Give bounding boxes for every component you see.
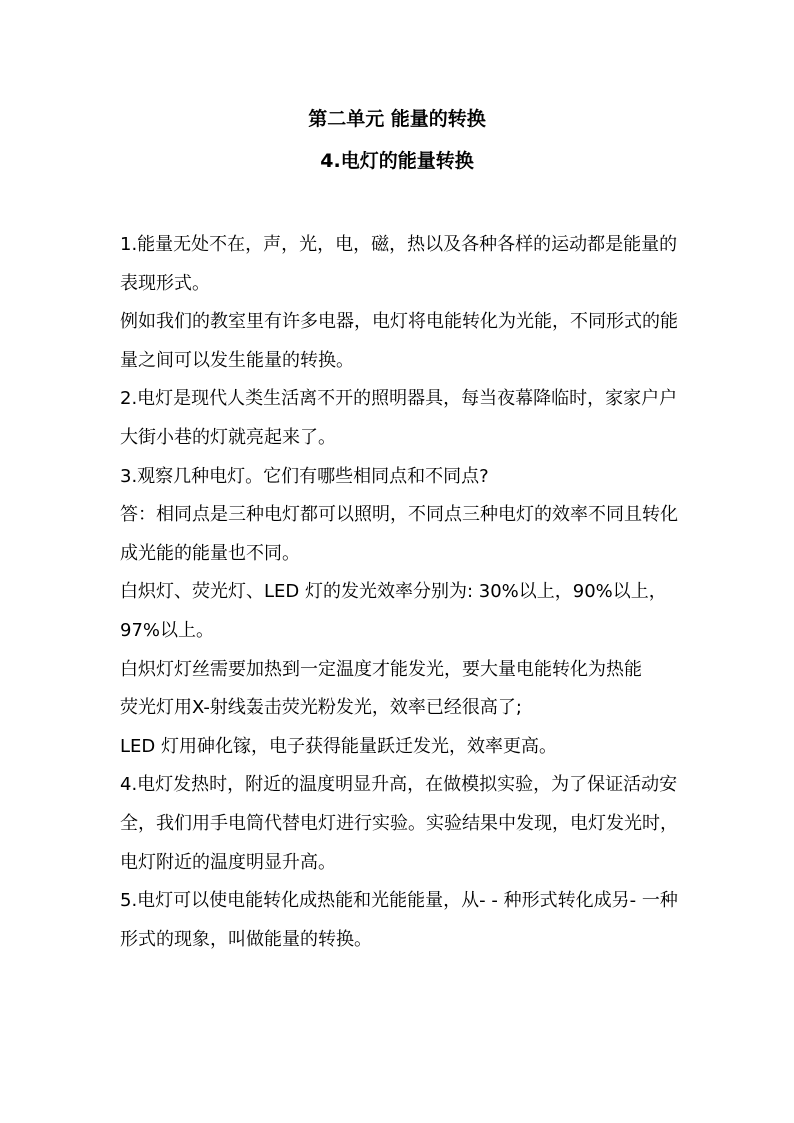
paragraph-8: 荧光灯用X-射线轰击荧光粉发光，效率已经很高了; — [120, 697, 522, 719]
document-body — [120, 226, 680, 959]
paragraph-7: 白炽灯灯丝需要加热到一定温度才能发光，要大量电能转化为热能 — [120, 658, 642, 680]
unit-title: 第二单元 能量的转换 — [308, 108, 486, 130]
paragraph-5: 答：相同点是三种电灯都可以照明，不同点三种电灯的效率不同且转化成光能的能量也不同。 — [120, 504, 678, 564]
paragraph-10: 4.电灯发热时，附近的温度明显升高，在做模拟实验，为了保证活动安全，我们用手电筒代替电灯进行实验。实验结果中发现，电灯发光时，电灯附近的温度明显升高。 — [120, 774, 678, 873]
paragraph-6: 白炽灯、荧光灯、LED 灯的发光效率分别为: 30%以上，90%以上，97%以上。 — [120, 581, 667, 641]
lesson-title: 4.电灯的能量转换 — [320, 150, 474, 172]
paragraph-1: 1.能量无处不在，声，光，电，磁，热以及各种各样的运动都是能量的表现形式。 — [120, 234, 678, 294]
paragraph-2: 例如我们的教室里有许多电器，电灯将电能转化为光能，不同形式的能量之间可以发生能量的转换。 — [120, 311, 678, 371]
paragraph-4: 3.观察几种电灯。它们有哪些相同点和不同点? — [120, 465, 489, 487]
paragraph-9: LED 灯用砷化镓，电子获得能量跃迁发光，效率更高。 — [120, 735, 557, 757]
paragraph-11: 5.电灯可以使电能转化成热能和光能能量，从- - 种形式转化成另- 一种形式的现象，叫做能量的转换。 — [120, 890, 678, 950]
paragraph-3: 2.电灯是现代人类生活离不开的照明器具，每当夜幕降临时，家家户户大街小巷的灯就亮起来了。 — [120, 388, 678, 448]
